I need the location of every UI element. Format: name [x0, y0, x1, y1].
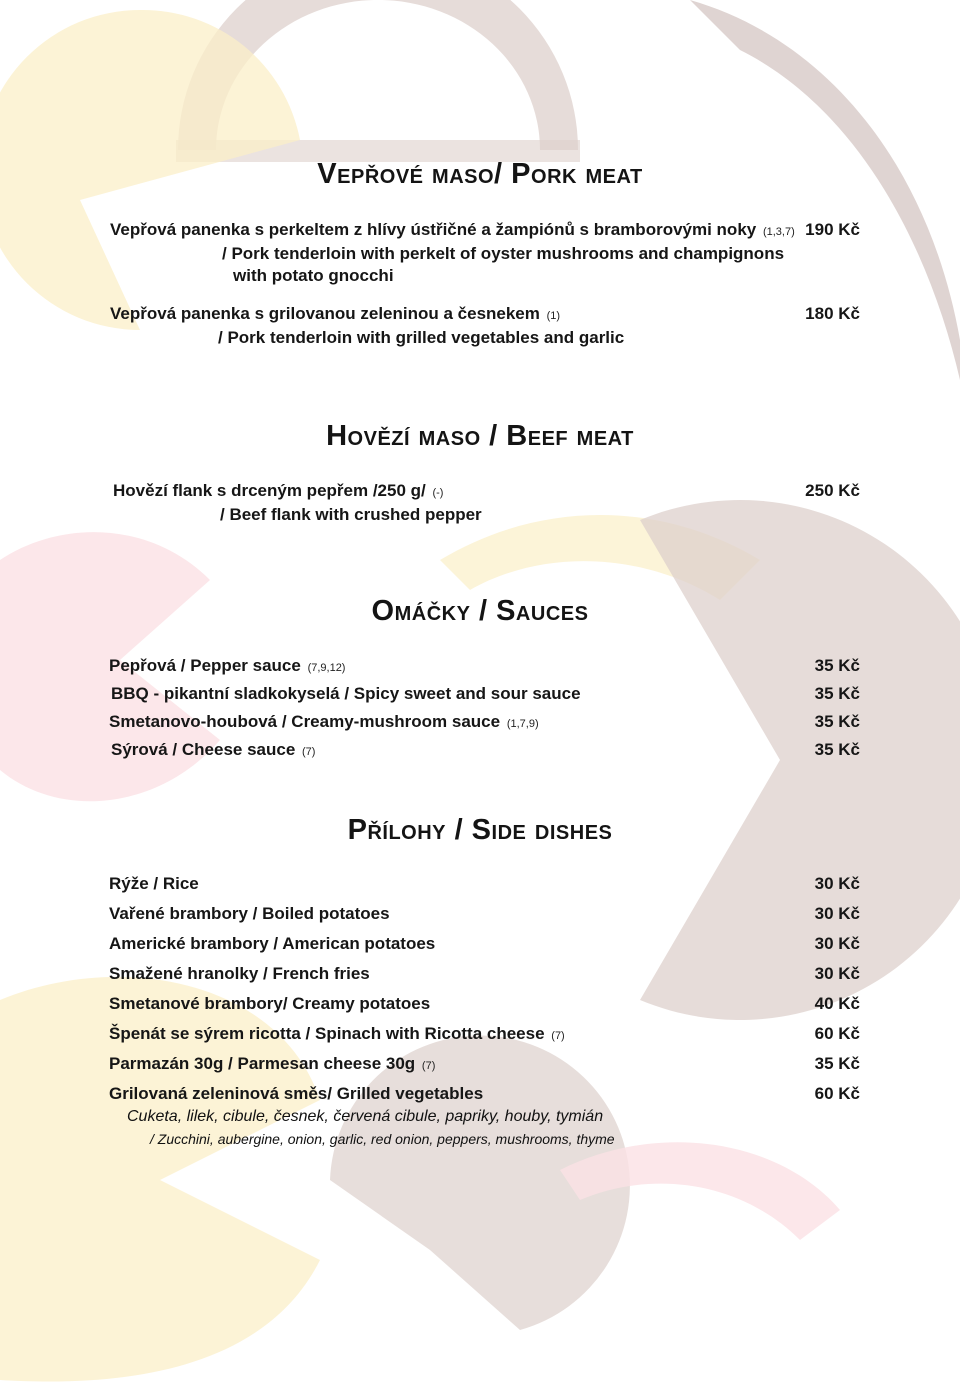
pork-item-2-price: 180 Kč — [805, 304, 860, 323]
sauce-item-2-price: 35 Kč — [814, 684, 860, 703]
sauce-item-4-price: 35 Kč — [814, 740, 860, 759]
beef-item-1-en: / Beef flank with crushed pepper — [220, 505, 482, 524]
veg-description-en: / Zucchini, aubergine, onion, garlic, red onion, peppers, mushrooms, thyme — [150, 1131, 615, 1147]
side-item-6: Špenát se sýrem ricotta / Spinach with Ricotta cheese (7) — [109, 1024, 565, 1043]
side-item-7: Parmazán 30g / Parmesan cheese 30g (7) — [109, 1054, 436, 1073]
sauce-item-1: Pepřová / Pepper sauce (7,9,12) — [109, 656, 346, 675]
side-item-2-price: 30 Kč — [814, 904, 860, 923]
side-item-7-price: 35 Kč — [814, 1054, 860, 1073]
sauce-item-3: Smetanovo-houbová / Creamy-mushroom sauce (1,7,9) — [109, 712, 539, 731]
pork-item-2-cz: Vepřová panenka s grilovanou zeleninou a česnekem (1) — [110, 304, 561, 323]
sauce-item-3-price: 35 Kč — [814, 712, 860, 731]
beef-item-1-price: 250 Kč — [805, 481, 860, 500]
section-title-sides: Přílohy / Side dishes — [347, 814, 613, 846]
section-title-sauces: Omáčky / Sauces — [371, 595, 589, 627]
side-item-4: Smažené hranolky / French fries — [109, 964, 370, 983]
side-item-3-price: 30 Kč — [814, 934, 860, 953]
sauce-item-1-price: 35 Kč — [814, 656, 860, 675]
side-item-8-price: 60 Kč — [814, 1084, 860, 1103]
side-item-5-price: 40 Kč — [814, 994, 860, 1013]
side-item-4-price: 30 Kč — [814, 964, 860, 983]
section-title-pork: Vepřové maso/ Pork meat — [317, 158, 643, 190]
side-item-1-price: 30 Kč — [814, 874, 860, 893]
pork-item-2-en: / Pork tenderloin with grilled vegetables and garlic — [218, 328, 625, 347]
side-item-8: Grilovaná zeleninová směs/ Grilled vegetables — [109, 1084, 484, 1103]
side-item-2: Vařené brambory / Boiled potatoes — [109, 904, 390, 923]
section-title-beef: Hovězí maso / Beef meat — [326, 420, 634, 452]
side-item-3: Americké brambory / American potatoes — [109, 934, 436, 953]
pork-item-1-cz: Vepřová panenka s perkeltem z hlívy ústřičné a žampiónů s bramborovými noky (1,3,7) — [110, 220, 795, 239]
veg-description-cz: Cuketa, lilek, cibule, česnek, červená cibule, papriky, houby, tymián — [127, 1108, 604, 1125]
pork-item-1-price: 190 Kč — [805, 220, 860, 239]
side-item-6-price: 60 Kč — [814, 1024, 860, 1043]
sauce-item-4: Sýrová / Cheese sauce (7) — [111, 740, 316, 759]
side-item-5: Smetanové brambory/ Creamy potatoes — [109, 994, 431, 1013]
side-item-1: Rýže / Rice — [109, 874, 199, 893]
beef-item-1-cz: Hovězí flank s drceným pepřem /250 g/ (-) — [113, 481, 444, 500]
pork-item-1-en-2: with potato gnocchi — [233, 266, 394, 285]
sauce-item-2: BBQ - pikantní sladkokyselá / Spicy sweet and sour sauce — [111, 684, 581, 703]
pork-item-1-en: / Pork tenderloin with perkelt of oyster mushrooms and champignons — [222, 244, 785, 263]
